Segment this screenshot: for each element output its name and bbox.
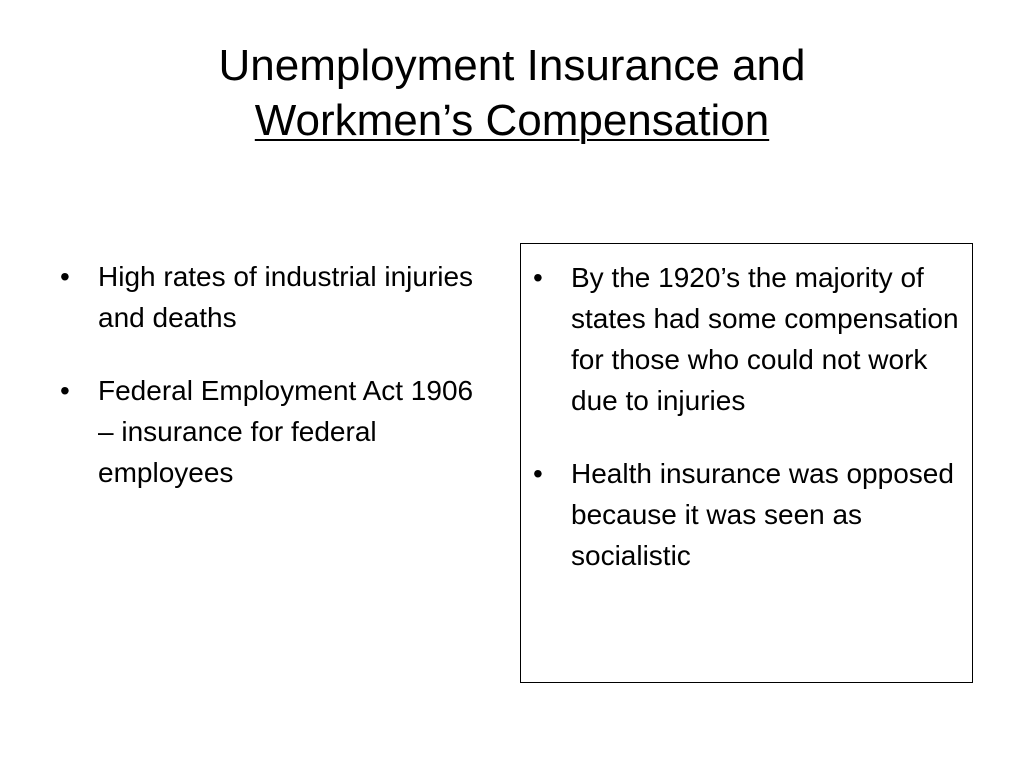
bullet-icon: • xyxy=(60,261,70,292)
bullet-text: High rates of industrial injuries and deaths xyxy=(98,261,474,333)
bullet-icon: • xyxy=(533,262,543,293)
title-line-1: Unemployment Insurance and xyxy=(218,41,806,90)
bullet-text: Health insurance was opposed because it was seen as socialistic xyxy=(571,458,954,571)
title-line-2-underlined: Workmen’s Compensation xyxy=(254,96,770,145)
bullet-item xyxy=(529,453,964,576)
bullet-text: Federal Employment Act 1906 – insurance for federal employees xyxy=(98,375,474,488)
bullet-item xyxy=(529,257,964,421)
slide-title xyxy=(0,38,1024,148)
bullet-icon: • xyxy=(533,458,543,489)
right-content-box xyxy=(520,243,973,683)
bullet-item xyxy=(56,370,496,493)
left-content-column xyxy=(56,256,496,525)
bullet-icon: • xyxy=(60,375,70,406)
right-bullet-list xyxy=(529,257,964,576)
bullet-text: By the 1920’s the majority of states had some compensation for those who could not work due to injuries xyxy=(571,262,959,416)
bullet-item xyxy=(56,256,496,338)
left-bullet-list xyxy=(56,256,496,493)
